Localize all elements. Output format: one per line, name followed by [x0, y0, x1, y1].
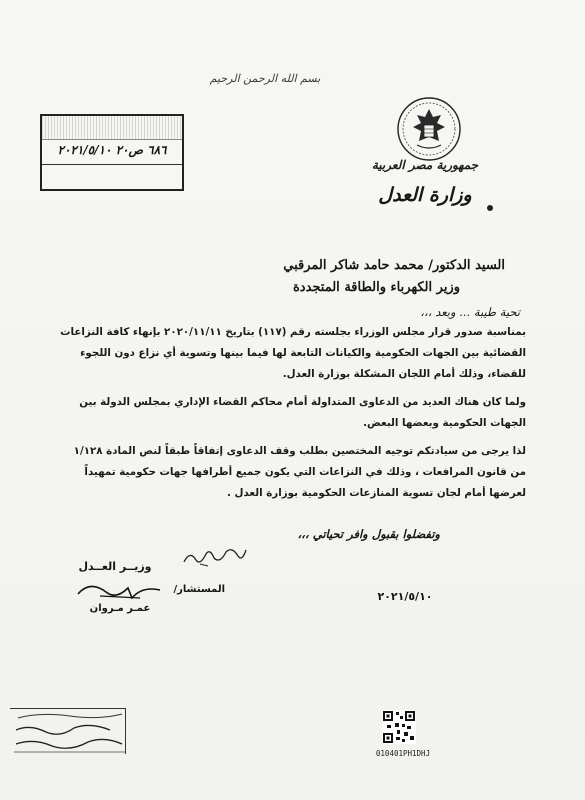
body-paragraph-3: لذا يرجى من سيادتكم توجيه المختصين بطلب وقف الدعاوى إتفاقاً طبقاً لنص المادة ١/١٢٨ من قانون المرافعات ، وذلك في النزاعات التي يكون جميع أطرافها جهات حكومية تمهيداً لعرضها أمام لجان تسوية المنازعات الحكومية بوزارة العدل .: [73, 445, 526, 499]
minister-signature: [70, 576, 170, 606]
reference-stamp-box: [40, 114, 184, 191]
counselor-title: المستشار/: [173, 584, 225, 595]
thanks-handwriting: [180, 540, 250, 570]
basmala-header: بسم الله الرحمن الرحيم: [209, 72, 321, 85]
stamp-row-header: [42, 116, 182, 140]
qr-code-text: 010401PH1DHJ: [375, 749, 431, 758]
addressee-title: وزير الكهرباء والطاقة المتجددة: [292, 280, 460, 295]
bullet-dot-icon: [487, 205, 493, 211]
greeting: تحية طيبة ... وبعد ،،،: [420, 305, 520, 319]
ministry-name: وزارة العدل: [378, 184, 472, 206]
body-paragraph-1: بمناسبة صدور قرار مجلس الوزراء بجلسته رقم (١١٧) بتاريخ ٢٠٢٠/١١/١١ بإنهاء كافة النزاعات القضائية بين الجهات الحكومية والكيانات التابعة لها فيما بينها وتسوية أي نزاع دون اللجوء للقضاء، وذلك أمام اللجان المشكلة بوزارة العدل.: [60, 326, 526, 380]
minister-name: عمـر مـروان: [89, 603, 151, 614]
stamp-row-number: [42, 139, 182, 165]
stamp-row-empty: [42, 164, 182, 189]
closing-line: وتفضلوا بقبول وافر تحياتي ،،،: [297, 527, 440, 541]
incoming-stamp-handwriting: [10, 708, 130, 756]
eagle-emblem-icon: [395, 95, 463, 163]
document-date: ٢٠٢١/٥/١٠: [377, 590, 433, 603]
body-paragraph-2: ولما كان هناك العديد من الدعاوى المتداولة أمام محاكم القضاء الإداري بمجلس الدولة بين الجهات الحكومية وبعضها البعض.: [79, 396, 526, 429]
qr-code-icon: [382, 710, 416, 744]
ministry-country: جمهورية مصر العربية: [371, 158, 479, 172]
addressee-name: السيد الدكتور/ محمد حامد شاكر المرقبي: [283, 258, 505, 273]
minister-title: وزيــر العــدل: [78, 560, 152, 573]
reference-number-date: ٦٨٦ ص٢٠ ٢٠٢١/٥/١٠: [57, 143, 167, 157]
